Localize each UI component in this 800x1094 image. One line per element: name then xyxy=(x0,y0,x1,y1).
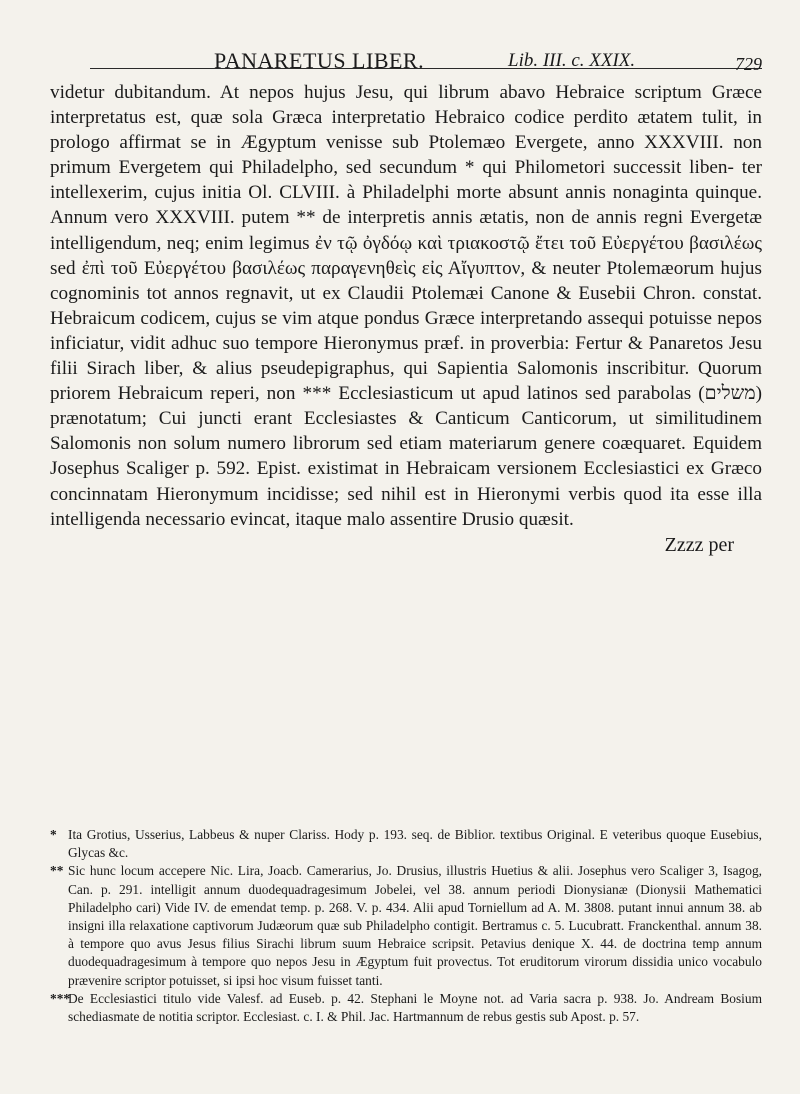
footnote-mark: *** xyxy=(50,990,71,1006)
main-text xyxy=(50,80,762,557)
page-number: 729 xyxy=(735,54,762,74)
footnote xyxy=(50,990,762,1026)
book-reference: Lib. III. c. XXIX. xyxy=(508,50,636,71)
footnote xyxy=(50,826,762,862)
footnote-mark: * xyxy=(50,827,57,842)
footnote-text: De Ecclesiastici titulo vide Valesf. ad Euseb. p. 42. Stephani le Moyne not. ad Varia sacra p. 938. Jo. Andream Bosium schediasmate de notitia scriptor. Ecclesiast. c. I. & Phil. Jac. Hartmannum de rebus gestis sub Apost. p. 57. xyxy=(68,990,762,1025)
footnotes xyxy=(50,826,762,1026)
running-head: PANARETUS LIBER. xyxy=(214,48,425,73)
footnote-text: Ita Grotius, Usserius, Labbeus & nuper Clariss. Hody p. 193. seq. de Biblior. textibus Original. E veteribus quoque Eusebius, Glycas &c. xyxy=(68,827,762,861)
footnote-text: Sic hunc locum accepere Nic. Lira, Joacb. Camerarius, Jo. Drusius, illustris Huetius & alii. Josephus vero Scaliger 3, Isagog, Can. p. 291. intelligit annum duodequadragesimum Jobelei, vel 38. annum periodi Dionysianæ (Dionysii Mathematici Philadelpho cari) Vide IV. de emendat temp. p. 268. V. p. 434. Alii apud Torniellum ad A. M. 3808. putant innui annum 38. ab insigni illa relaxatione captivorum Judæorum quæ sub Philadelpho contigit. Bertramus c. 5. Lucubratt. Franckenthal. annum 38. à tempore quo avus Jesus filius Sirachi librum suum Hebraice scripsit. Petavius denique X. 44. de doctrina temp annum duodequadragesimum à tempore quo nepos Jesu in Ægyptum fuit provectus. Tot eruditorum virorum dissidia unico vocabulo prævenire scriptor potuisset, si ipsi hoc visum fuisset tanti. xyxy=(68,863,762,988)
footnote xyxy=(50,862,762,989)
page-header xyxy=(90,28,762,74)
footnote-mark: ** xyxy=(50,863,64,879)
catchword: Zzzz per xyxy=(664,533,734,556)
body-paragraph: videtur dubitandum. At nepos hujus Jesu, qui librum abavo Hebraice scriptum Græce interpretatus est, quæ sola Græca interpretatio Hebraico codice perdito ætatem tulit, in prologo affirmat se in Ægyptum venisse sub Ptolemæo Evergete, anno XXXVIII. non primum Evergetem qui Philadelpho, sed secundum * qui Philometori successit liben- ter intellexerim, cujus initia Ol. CLVIII. à Philadelphi morte absunt annis nonaginta quinque. Annum vero XXXVIII. putem ** de interpretis annis ætatis, non de annis regni Evergetæ intelligendum, neq; enim legimus ἐν τῷ ὀγδόῳ καὶ τριακοστῷ ἔτει τοῦ Εὐεργέτου βασιλέως sed ἐπὶ τοῦ Εὐεργέτου βασιλέως παραγενηθεὶς εἰς Αἴγυπτον, & neuter Ptolemæorum hujus cognominis tot annos regnavit, ut ex Claudii Ptolemæi Canone & Eusebii Chron. constat. Hebraicum codicem, cujus se vim atque pondus Græce interpretando assequi potuisse nepos inficiatur, vidit adhuc suo tempore Hieronymus præf. in proverbia: Fertur & Panaretos Jesu filii Sirach liber, & alius pseudepigraphus, qui Sapientia Salomonis inscribitur. Quorum priorem Hebraicum reperi, non *** Ecclesiasticum ut apud latinos sed parabolas (משלים) prænotatum; Cui juncti erant Ecclesiastes & Canticum Canticorum, ut similitudinem Salomonis non solum numero librorum sed etiam materiarum genere coæquaret. Equidem Josephus Scaliger p. 592. Epist. existimat in Hebraicam versionem Ecclesiastici ex Græco concinnatam Hieronymum incidisse; sed nihil est in Hieronymi verbis quod ita esse illa intelligenda necessario evincat, itaque malo assentire Drusio quæsit. xyxy=(50,82,762,530)
